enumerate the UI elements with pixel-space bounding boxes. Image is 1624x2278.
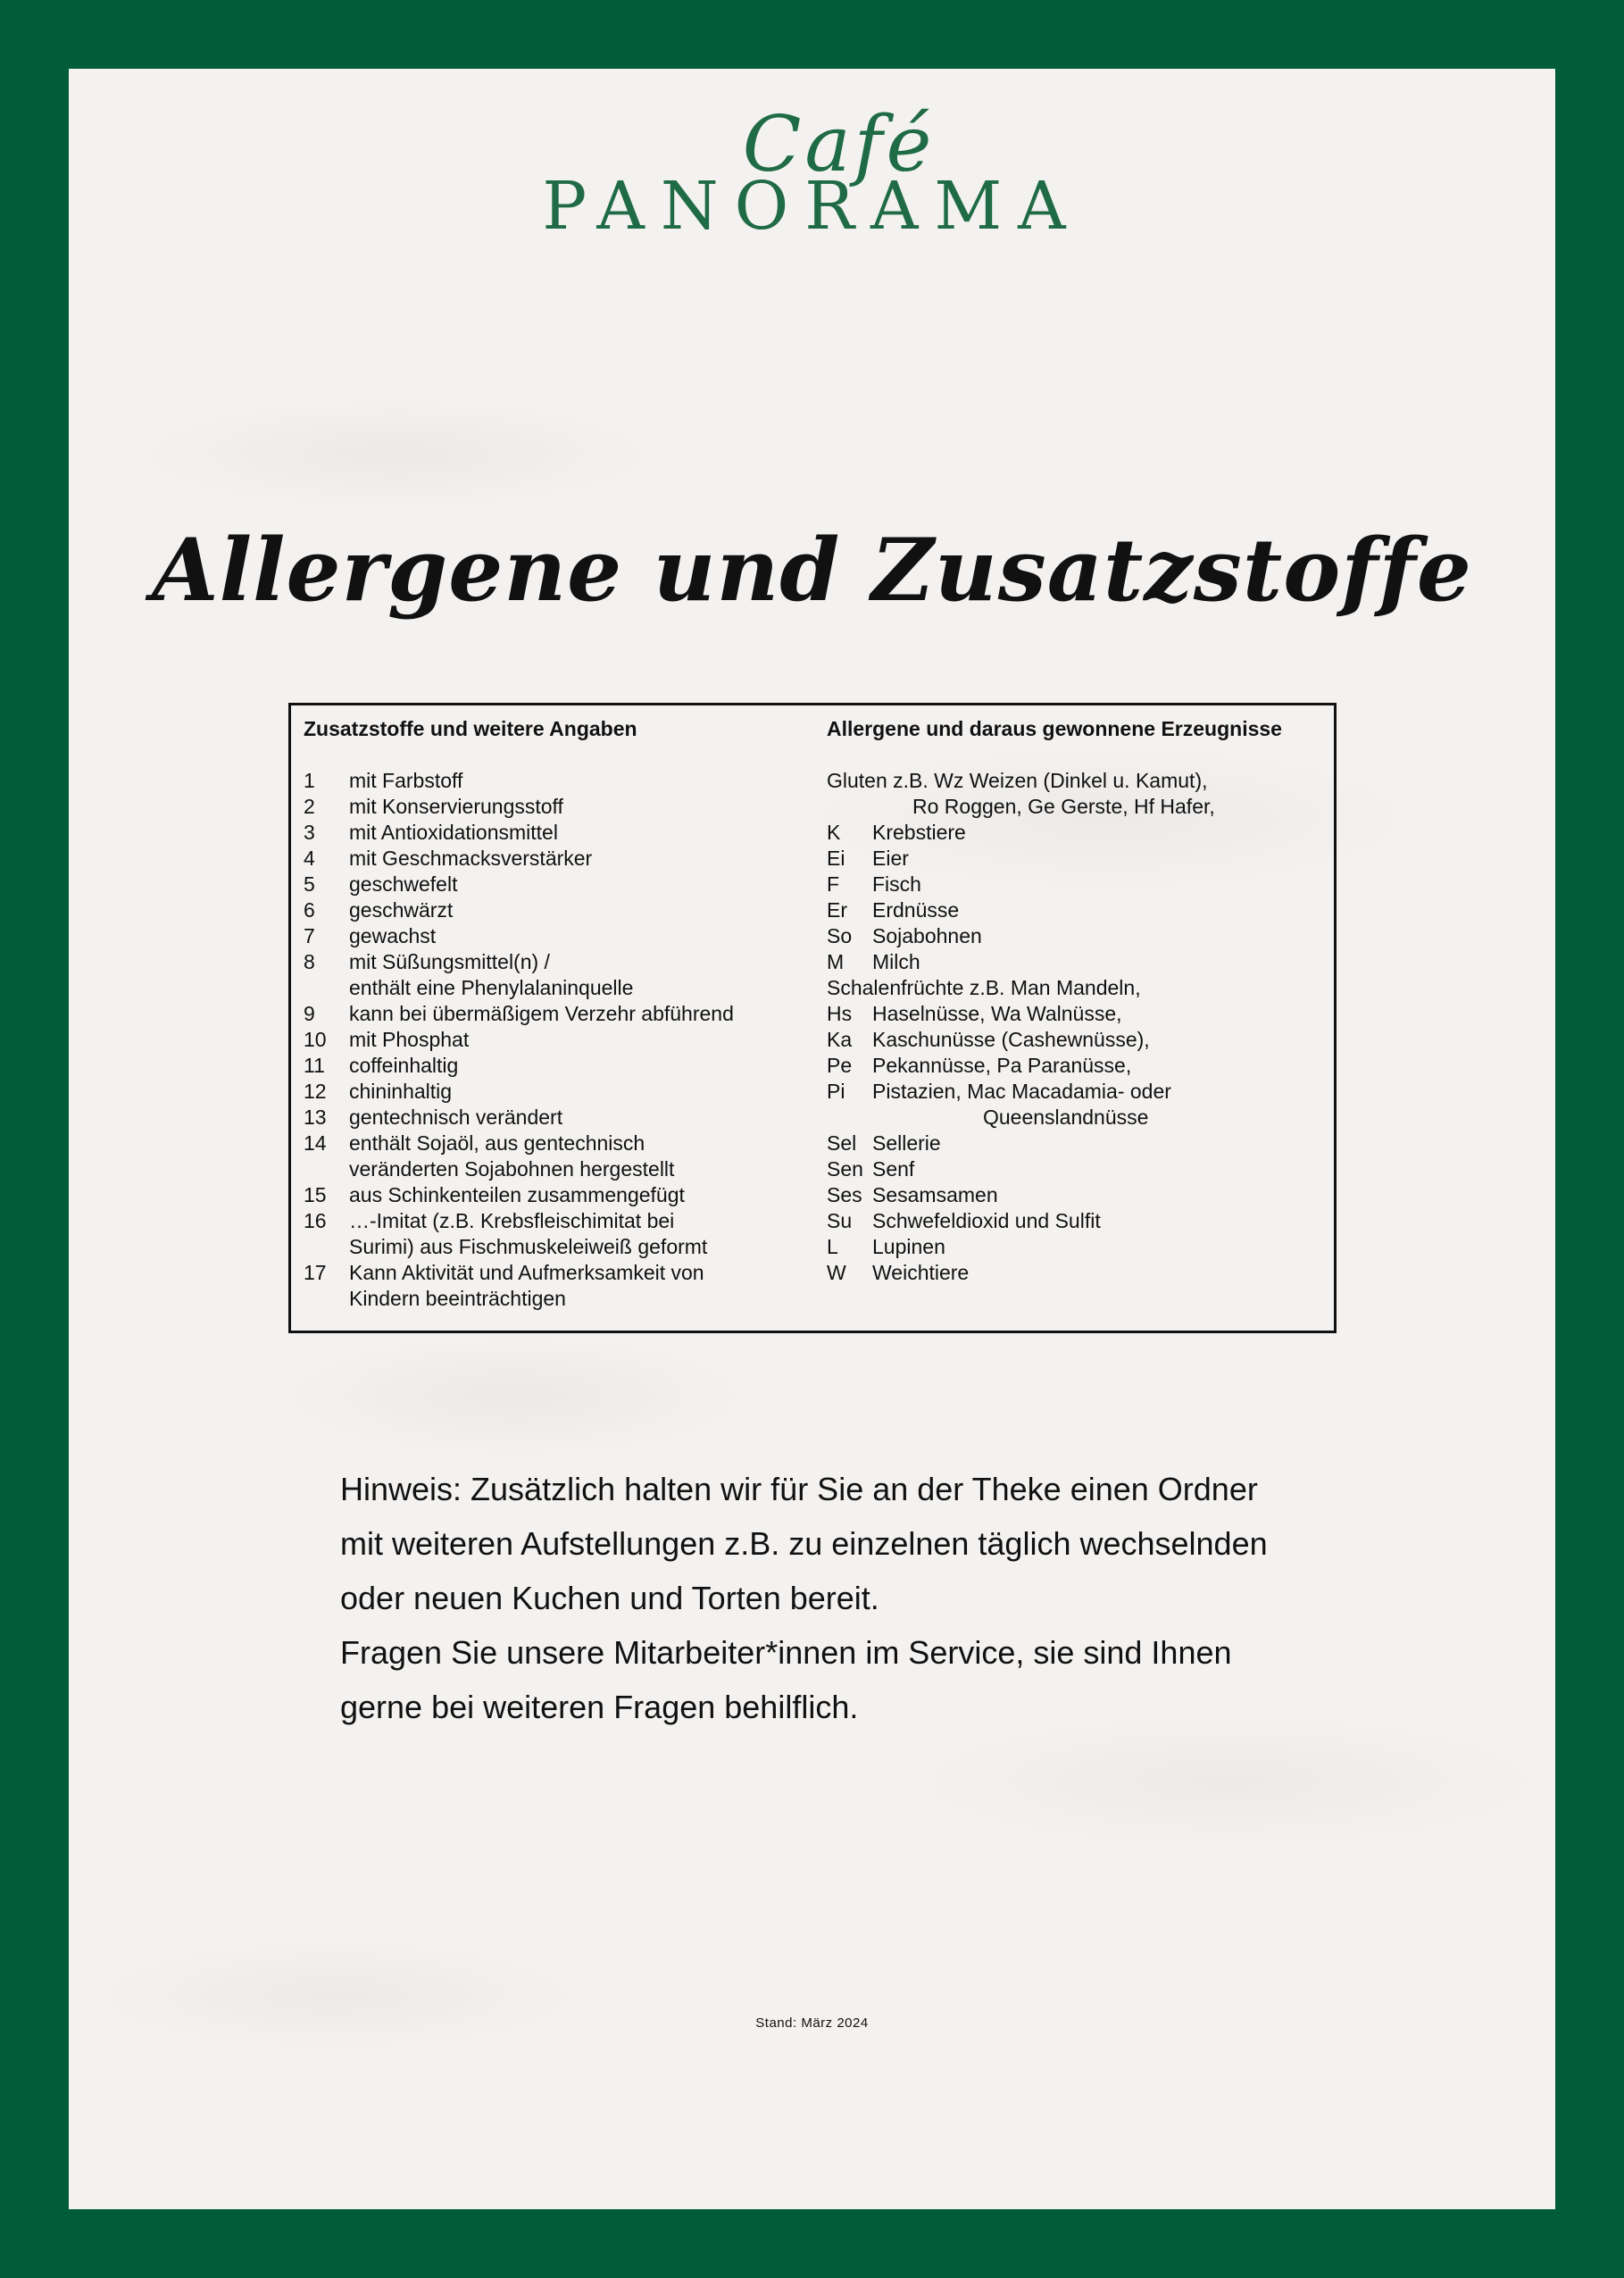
additive-number: 16 xyxy=(304,1209,327,1232)
additive-number: 14 xyxy=(304,1131,327,1155)
additive-item xyxy=(304,897,804,923)
additive-text-cont: veränderten Sojabohnen hergestellt xyxy=(349,1157,675,1181)
additive-text: kann bei übermäßigem Verzehr abführend xyxy=(349,1002,734,1025)
allergen-code: Hs xyxy=(827,1002,853,1025)
allergen-code: Sel xyxy=(827,1131,857,1155)
additive-text: mit Antioxidationsmittel xyxy=(349,821,558,844)
allergens-heading: Allergene und daraus gewonnene Erzeugnisse xyxy=(827,717,1282,740)
additive-number: 12 xyxy=(304,1080,327,1103)
hinweis-note xyxy=(340,1462,1358,1734)
additives-heading: Zusatzstoffe und weitere Angaben xyxy=(304,717,637,740)
allergen-code: Ka xyxy=(827,1028,853,1051)
note-line: Fragen Sie unsere Mitarbeiter*innen im Service, sie sind Ihnen xyxy=(340,1634,1232,1671)
allergen-code: Er xyxy=(827,898,847,922)
allergen-code: Sen xyxy=(827,1157,863,1181)
additive-number: 15 xyxy=(304,1183,327,1206)
allergen-item xyxy=(827,923,1336,949)
additive-item xyxy=(304,1079,804,1105)
allergen-code: W xyxy=(827,1261,846,1284)
allergen-code: Pi xyxy=(827,1080,845,1103)
additive-text: enthält Sojaöl, aus gentechnisch xyxy=(349,1131,645,1155)
additive-item xyxy=(304,949,804,975)
allergen-code: So xyxy=(827,924,853,947)
additive-text: Kann Aktivität und Aufmerksamkeit von xyxy=(349,1261,704,1284)
additive-text: mit Farbstoff xyxy=(349,769,463,792)
allergen-list xyxy=(827,820,1336,975)
allergen-code: M xyxy=(827,950,845,973)
additive-item xyxy=(304,872,804,897)
additive-number: 8 xyxy=(304,950,315,973)
allergen-label: Haselnüsse, Wa Walnüsse, xyxy=(872,1002,1122,1025)
additive-text: coffeinhaltig xyxy=(349,1054,459,1077)
additive-text: mit Geschmacksverstärker xyxy=(349,847,593,870)
allergen-item xyxy=(827,1234,1336,1260)
allergen-label: Erdnüsse xyxy=(872,898,960,922)
additive-number: 2 xyxy=(304,795,315,818)
gluten-line: Gluten z.B. Wz Weizen (Dinkel u. Kamut), xyxy=(827,769,1208,792)
allergen-item xyxy=(827,1027,1336,1053)
additive-text: geschwefelt xyxy=(349,872,458,896)
nuts-list xyxy=(827,1001,1336,1105)
additive-text: chininhaltig xyxy=(349,1080,453,1103)
additive-text: …-Imitat (z.B. Krebsfleischimitat bei xyxy=(349,1209,675,1232)
footer-date: Stand: März 2024 xyxy=(755,2015,869,2031)
allergen-label: Lupinen xyxy=(872,1235,945,1258)
logo-panorama-text: PANORAMA xyxy=(542,168,1082,245)
additive-number: 13 xyxy=(304,1106,327,1129)
additive-text-cont: enthält eine Phenylalaninquelle xyxy=(349,976,634,999)
logo-cafe-text: Café xyxy=(742,100,936,189)
additive-item xyxy=(304,1182,804,1208)
additive-item xyxy=(304,923,804,949)
allergen-list-more xyxy=(827,1131,1336,1286)
additive-number: 4 xyxy=(304,847,315,870)
allergen-code: Pe xyxy=(827,1054,853,1077)
allergen-code: Ses xyxy=(827,1183,862,1206)
additive-text: mit Konservierungsstoff xyxy=(349,795,563,818)
allergen-label: Milch xyxy=(872,950,920,973)
allergen-label: Kaschunüsse (Cashewnüsse), xyxy=(872,1028,1150,1051)
allergen-code: Su xyxy=(827,1209,853,1232)
note-line: oder neuen Kuchen und Torten bereit. xyxy=(340,1580,879,1616)
nuts-line: Schalenfrüchte z.B. Man Mandeln, xyxy=(827,976,1141,999)
allergen-item xyxy=(827,1260,1336,1286)
additive-item xyxy=(304,1105,804,1131)
additive-item xyxy=(304,846,804,872)
additive-item xyxy=(304,820,804,846)
additives-list xyxy=(304,768,804,1312)
allergen-label: Pekannüsse, Pa Paranüsse, xyxy=(872,1054,1132,1077)
allergen-code: K xyxy=(827,821,841,844)
gluten-line-cont: Ro Roggen, Ge Gerste, Hf Hafer, xyxy=(912,795,1215,818)
additive-item xyxy=(304,1027,804,1053)
allergen-item xyxy=(827,1208,1336,1234)
allergen-code: L xyxy=(827,1235,838,1258)
additive-number: 9 xyxy=(304,1002,315,1025)
allergen-label: Pistazien, Mac Macadamia- oder xyxy=(872,1080,1171,1103)
allergen-code: F xyxy=(827,872,840,896)
additive-item xyxy=(304,1001,804,1027)
additive-text: mit Süßungsmittel(n) / xyxy=(349,950,550,973)
allergens-column xyxy=(827,716,1336,1286)
additive-number: 17 xyxy=(304,1261,327,1284)
allergen-label: Sellerie xyxy=(872,1131,941,1155)
additives-column xyxy=(304,716,804,1312)
allergen-item xyxy=(827,1182,1336,1208)
additive-number: 10 xyxy=(304,1028,327,1051)
nuts-line-cont: Queenslandnüsse xyxy=(983,1106,1149,1129)
allergen-label: Weichtiere xyxy=(872,1261,970,1284)
allergen-item xyxy=(827,897,1336,923)
additive-number: 3 xyxy=(304,821,315,844)
additive-text-cont: Surimi) aus Fischmuskeleiweiß geformt xyxy=(349,1235,708,1258)
additive-text: aus Schinkenteilen zusammengefügt xyxy=(349,1183,685,1206)
allergen-item xyxy=(827,1001,1336,1027)
allergen-item xyxy=(827,1156,1336,1182)
allergen-item xyxy=(827,1131,1336,1156)
additive-item xyxy=(304,1053,804,1079)
allergen-item xyxy=(827,1053,1336,1079)
menu-page xyxy=(69,69,1555,2209)
additive-number: 11 xyxy=(304,1054,325,1077)
allergen-label: Sesamsamen xyxy=(872,1183,998,1206)
additive-text: geschwärzt xyxy=(349,898,454,922)
additive-number: 5 xyxy=(304,872,315,896)
allergen-label: Sojabohnen xyxy=(872,924,982,947)
allergen-item xyxy=(827,872,1336,897)
allergen-item xyxy=(827,820,1336,846)
allergen-label: Senf xyxy=(872,1157,915,1181)
additive-text-cont: Kindern beeinträchtigen xyxy=(349,1287,566,1310)
allergen-label: Krebstiere xyxy=(872,821,966,844)
allergen-label: Schwefeldioxid und Sulfit xyxy=(872,1209,1101,1232)
additive-number: 6 xyxy=(304,898,315,922)
allergen-info-box xyxy=(288,703,1337,1333)
note-line: gerne bei weiteren Fragen behilflich. xyxy=(340,1689,859,1725)
allergen-item xyxy=(827,846,1336,872)
additive-item xyxy=(304,768,804,794)
note-line: mit weiteren Aufstellungen z.B. zu einzelnen täglich wechselnden xyxy=(340,1525,1268,1562)
additive-item xyxy=(304,1260,804,1286)
page-title: Allergene und Zusatzstoffe xyxy=(152,520,1472,621)
additive-item xyxy=(304,1208,804,1234)
additive-number: 1 xyxy=(304,769,315,792)
additive-item xyxy=(304,794,804,820)
additive-text: gentechnisch verändert xyxy=(349,1106,563,1129)
allergen-label: Eier xyxy=(872,847,909,870)
allergen-item xyxy=(827,1079,1336,1105)
cafe-panorama-logo xyxy=(69,100,1555,245)
additive-item xyxy=(304,1131,804,1156)
additive-text: gewachst xyxy=(349,924,437,947)
allergen-item xyxy=(827,949,1336,975)
additive-number: 7 xyxy=(304,924,315,947)
note-line: Hinweis: Zusätzlich halten wir für Sie an der Theke einen Ordner xyxy=(340,1471,1258,1507)
allergen-label: Fisch xyxy=(872,872,921,896)
additive-text: mit Phosphat xyxy=(349,1028,470,1051)
allergen-code: Ei xyxy=(827,847,845,870)
